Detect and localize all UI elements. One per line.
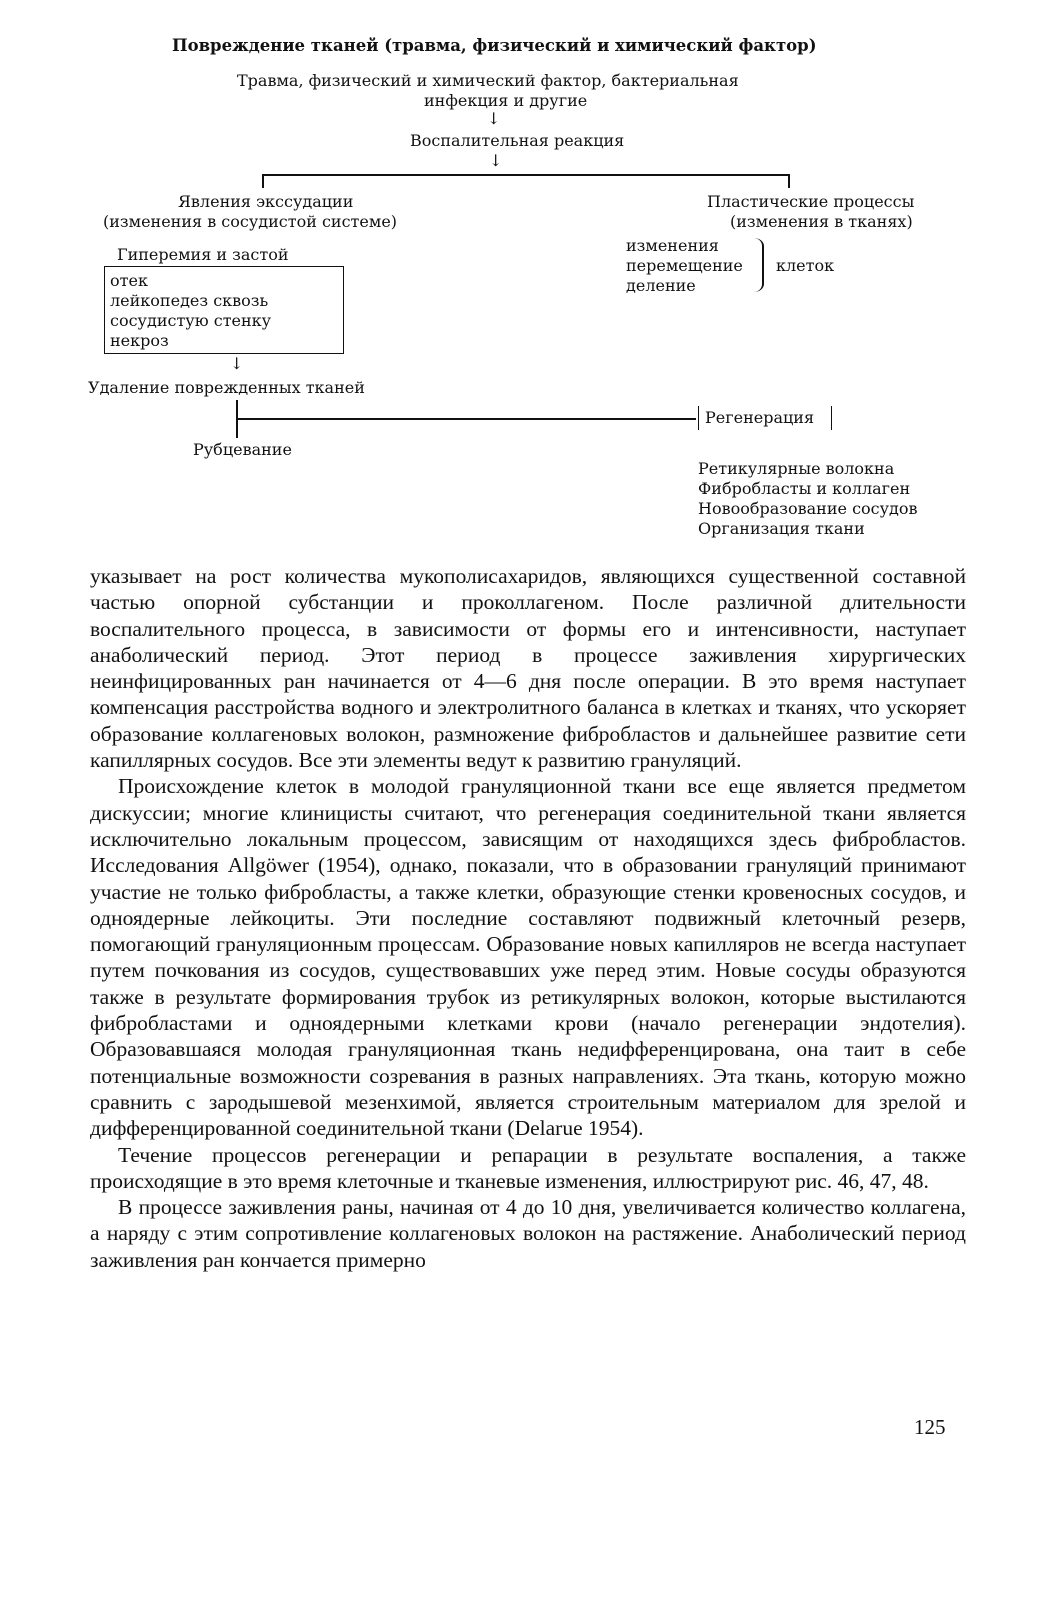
box-item: отек bbox=[110, 271, 148, 290]
arrow-down-icon: ↓ bbox=[230, 354, 244, 373]
arrow-down-icon: ↓ bbox=[487, 109, 501, 128]
connector-horizontal bbox=[236, 418, 696, 420]
exudation-subtitle: (изменения в сосудистой системе) bbox=[103, 212, 398, 231]
cell-item: перемещение bbox=[626, 256, 743, 275]
body-text bbox=[90, 563, 966, 1273]
hyperemia-label: Гиперемия и застой bbox=[117, 245, 289, 264]
inflammation-label: Воспалительная реакция bbox=[410, 131, 625, 150]
brace-icon bbox=[754, 238, 764, 292]
diagram-title: Повреждение тканей (травма, физический и химический фактор) bbox=[172, 36, 817, 55]
box-item: сосудистую стенку bbox=[110, 311, 272, 330]
cell-item: деление bbox=[626, 276, 696, 295]
regen-item: Фибробласты и коллаген bbox=[698, 479, 911, 498]
arrow-down-icon: ↓ bbox=[489, 151, 503, 170]
split-tick-right bbox=[788, 174, 790, 188]
paragraph: указывает на рост количества мукополисахаридов, являющихся существенной составной частью опорной субстанции и проколлагеном. После различной длительности воспалительного процесса, в зависимости от формы его и интенсивности, наступает анаболический период. Этот период в процессе заживления хирургических неинфицированных ран начинается от 4—6 дня после операции. В это время наступает компенсация расстройства водного и электролитного баланса в клетках и тканях, что ускоряет образование коллагеновых волокон, размножение фибробластов и дальнейшее развитие сети капиллярных сосудов. Все эти элементы ведут к развитию грануляций. bbox=[90, 564, 966, 773]
plastic-title: Пластические процессы bbox=[707, 192, 915, 211]
plastic-subtitle: (изменения в тканях) bbox=[730, 212, 913, 231]
split-tick-left bbox=[262, 174, 264, 188]
regen-item: Организация ткани bbox=[698, 519, 865, 538]
page-number: 125 bbox=[914, 1415, 946, 1439]
paragraph: Течение процессов регенерации и репарации в результате воспаления, а также происходящие в это время клеточные и тканевые изменения, иллюстрируют рис. 46, 47, 48. bbox=[90, 1142, 966, 1193]
cause-line-2: инфекция и другие bbox=[424, 91, 588, 110]
scarring-label: Рубцевание bbox=[193, 440, 292, 459]
cause-line-1: Травма, физический и химический фактор, бактериальная bbox=[237, 71, 739, 90]
regeneration-label: Регенерация bbox=[705, 408, 815, 427]
cell-item: изменения bbox=[626, 236, 719, 255]
regen-item: Новообразование сосудов bbox=[698, 499, 918, 518]
box-item: некроз bbox=[110, 331, 169, 350]
paragraph: В процессе заживления раны, начиная от 4 до 10 дня, увеличивается количество коллагена, а наряду с этим сопротивление коллагеновых волокон на растяжение. Анаболический период заживления ран кончается примерно bbox=[90, 1195, 966, 1272]
box-item: лейкопедез сквозь bbox=[110, 291, 269, 310]
cells-label: клеток bbox=[776, 256, 835, 275]
exudation-title: Явления экссудации bbox=[178, 192, 354, 211]
split-line bbox=[262, 174, 790, 176]
paragraph: Происхождение клеток в молодой грануляционной ткани все еще является предметом дискуссии; многие клиницисты считают, что регенерация соединительной ткани является исключительно локальным процессом, зависящим от находящихся здесь фибробластов. Исследования Allgöwer (1954), однако, показали, что в образовании грануляций принимают участие не только фибробласты, а также клетки, образующие стенки кровеносных сосудов, и одноядерные лейкоциты. Эти последние составляют подвижный клеточный резерв, помогающий грануляционным процессам. Образование новых капилляров не всегда наступает путем почкования из сосудов, существовавших уже перед этим. Новые сосуды образуются также в результате формирования трубок из ретикулярных волокон, которые выстилаются фибробластами и одноядерными клетками крови (начало регенерации эндотелия). Образовавшаяся молодая грануляционная ткань недифференцирована, она таит в себе потенциальные возможности созревания в разных направлениях. Эта ткань, которую можно сравнить с зародышевой мезенхимой, является строительным материалом для зрелой и дифференцированной соединительной ткани (Delarue 1954). bbox=[90, 774, 966, 1141]
removal-label: Удаление поврежденных тканей bbox=[88, 378, 365, 397]
regen-item: Ретикулярные волокна bbox=[698, 459, 895, 478]
